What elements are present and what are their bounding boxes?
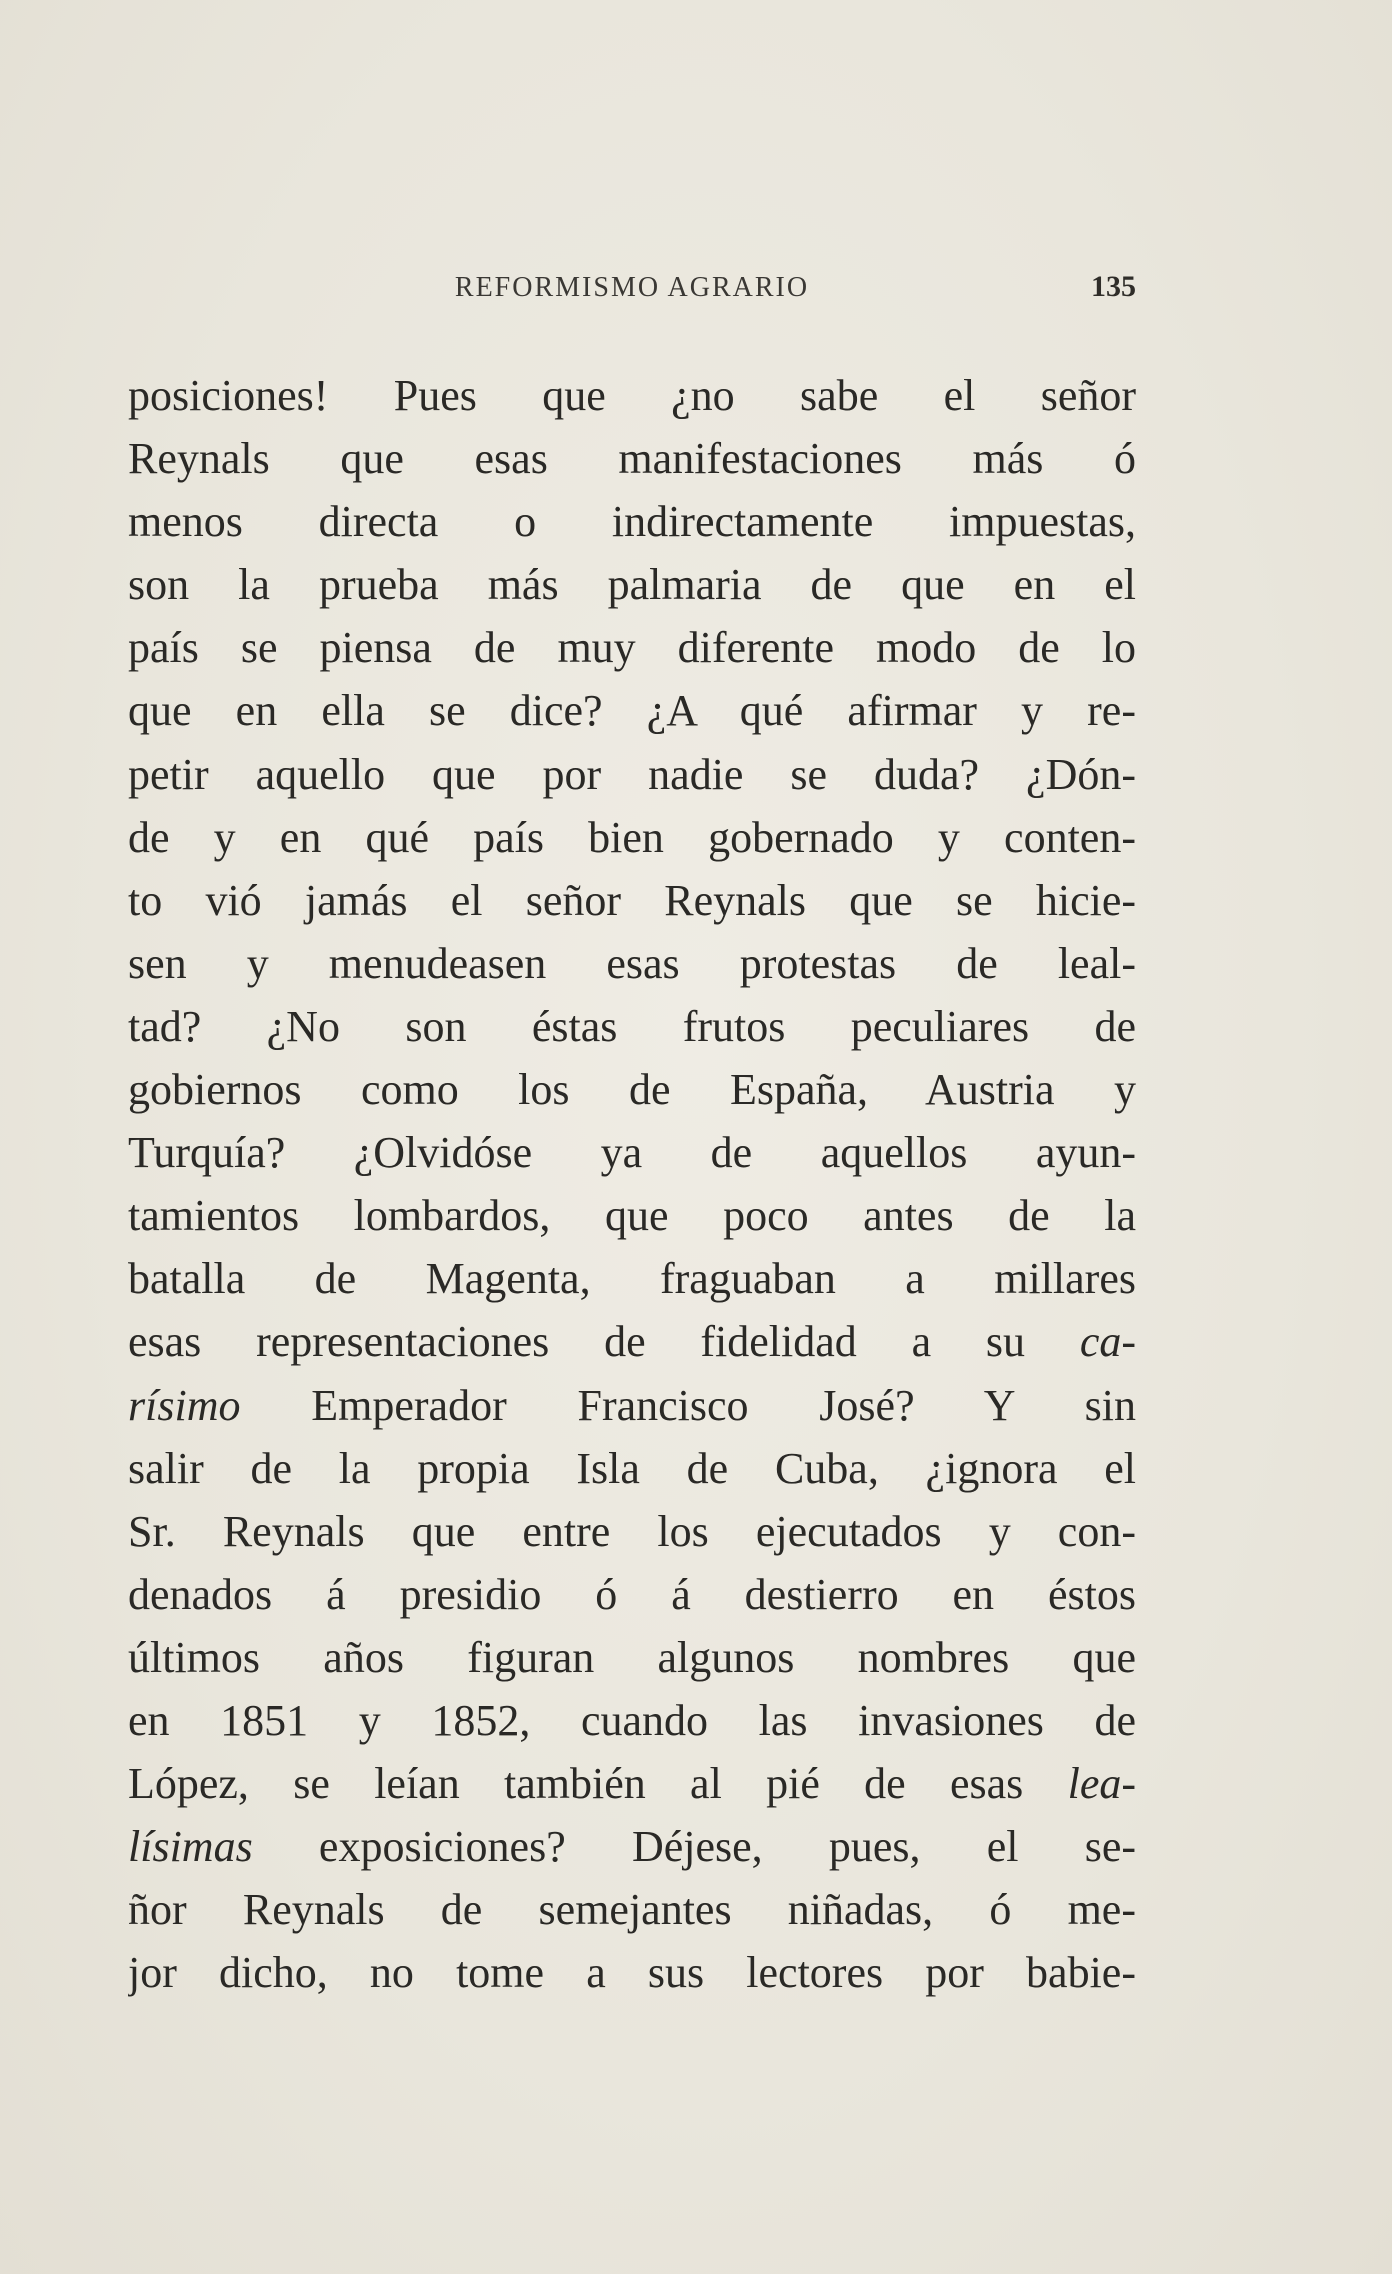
text-line <box>128 932 1136 995</box>
text-segment: son la prueba más palmaria de que en el <box>128 560 1136 610</box>
text-segment: López, se leían también al pié de esas <box>128 1759 1068 1809</box>
text-segment: tamientos lombardos, que poco antes de la <box>128 1191 1136 1241</box>
text-segment: Turquía? ¿Olvidóse ya de aquellos ayun- <box>128 1128 1136 1178</box>
text-line <box>128 1437 1136 1500</box>
text-line <box>128 616 1136 679</box>
text-segment: posiciones! Pues que ¿no sabe el señor <box>128 371 1136 420</box>
text-segment: exposiciones? Déjese, pues, el se- <box>252 1822 1136 1872</box>
text-line <box>128 1121 1136 1184</box>
text-segment: to vió jamás el señor Reynals que se hicie- <box>128 875 1136 925</box>
text-line <box>128 553 1136 616</box>
text-line <box>128 1247 1136 1310</box>
text-segment: sen y menudeasen esas protestas de leal- <box>128 938 1136 988</box>
text-segment: últimos años figuran algunos nombres que <box>128 1632 1136 1682</box>
italic-text: ca- <box>1079 1317 1136 1367</box>
text-line <box>128 806 1136 869</box>
text-segment: menos directa o indirectamente impuestas, <box>128 497 1136 547</box>
text-line <box>128 1752 1136 1815</box>
text-segment: ñor Reynals de semejantes niñadas, ó me- <box>128 1885 1136 1935</box>
text-line <box>128 1815 1136 1878</box>
text-segment: tad? ¿No son éstas frutos peculiares de <box>128 1001 1136 1051</box>
italic-text: rísimo <box>128 1380 241 1430</box>
text-line <box>128 1689 1136 1752</box>
text-segment: país se piensa de muy diferente modo de lo <box>128 623 1136 673</box>
text-segment: que en ella se dice? ¿A qué afirmar y re- <box>128 686 1136 736</box>
text-segment: Reynals que esas manifestaciones más ó <box>128 434 1136 484</box>
text-line <box>128 427 1136 490</box>
text-line <box>128 1500 1136 1563</box>
text-segment: gobiernos como los de España, Austria y <box>128 1065 1136 1115</box>
text-segment: salir de la propia Isla de Cuba, ¿ignora el <box>128 1443 1136 1493</box>
text-line <box>128 364 1136 427</box>
text-segment: Sr. Reynals que entre los ejecutados y con- <box>128 1506 1136 1556</box>
text-line <box>128 995 1136 1058</box>
text-line <box>128 1626 1136 1689</box>
body-text <box>128 364 1136 2004</box>
text-line <box>128 1941 1136 2004</box>
text-segment: jor dicho, no tome a sus lectores por babie- <box>128 1948 1136 1998</box>
text-line <box>128 1878 1136 1941</box>
text-line <box>128 679 1136 742</box>
text-segment: denados á presidio ó á destierro en éstos <box>128 1569 1136 1619</box>
text-segment: batalla de Magenta, fraguaban a millares <box>128 1254 1136 1304</box>
italic-text: lísimas <box>128 1822 253 1872</box>
text-line <box>128 1563 1136 1626</box>
text-segment: de y en qué país bien gobernado y conten- <box>128 812 1136 862</box>
text-segment: en 1851 y 1852, cuando las invasiones de <box>128 1695 1136 1745</box>
text-line <box>128 1310 1136 1373</box>
text-line <box>128 869 1136 932</box>
text-line <box>128 743 1136 806</box>
italic-text: lea- <box>1067 1759 1136 1809</box>
running-title: REFORMISMO AGRARIO <box>454 272 810 303</box>
text-line <box>128 1184 1136 1247</box>
text-segment: Emperador Francisco José? Y sin <box>240 1380 1136 1430</box>
text-line <box>128 490 1136 553</box>
text-segment: petir aquello que por nadie se duda? ¿Dón- <box>128 749 1136 799</box>
text-segment: esas representaciones de fidelidad a su <box>128 1317 1080 1367</box>
text-line <box>128 1374 1136 1437</box>
text-line <box>128 1058 1136 1121</box>
page-number: 135 <box>1091 270 1136 303</box>
running-head <box>128 272 1136 312</box>
